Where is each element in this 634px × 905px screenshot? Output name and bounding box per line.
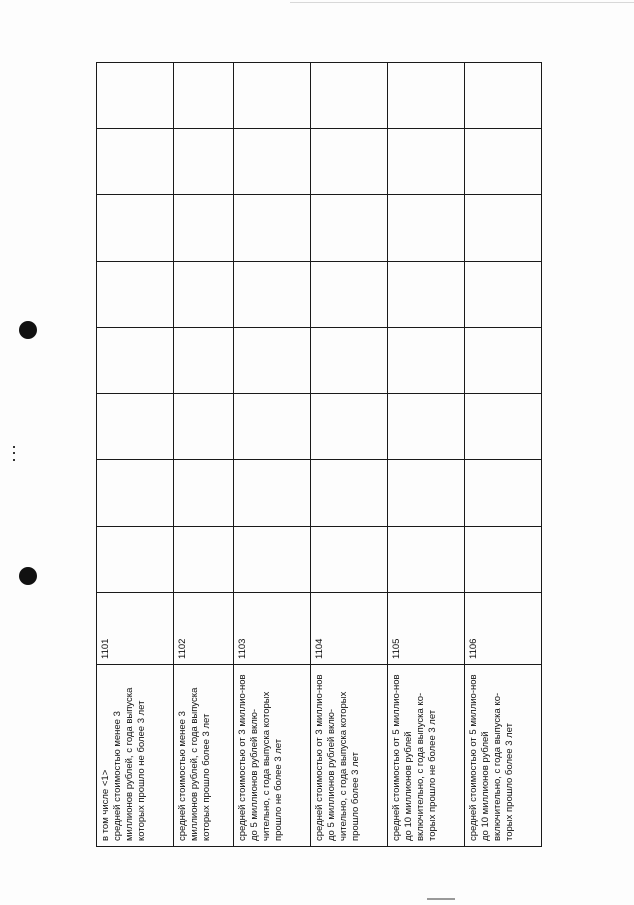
empty-cell [388, 328, 465, 394]
row-code: 1101 [97, 593, 174, 665]
row-code: 1103 [234, 593, 311, 665]
row-code: 1102 [173, 593, 233, 665]
empty-cell [311, 394, 388, 460]
empty-cell [465, 460, 542, 526]
empty-cell [173, 195, 233, 261]
empty-cell [388, 195, 465, 261]
empty-cell [465, 129, 542, 195]
empty-cell [97, 195, 174, 261]
empty-cell [234, 261, 311, 327]
empty-cell [234, 129, 311, 195]
empty-cell [234, 63, 311, 129]
empty-cell [388, 129, 465, 195]
empty-cell [388, 261, 465, 327]
empty-cell [311, 460, 388, 526]
empty-cell [234, 526, 311, 592]
empty-cell [97, 63, 174, 129]
empty-cell [311, 526, 388, 592]
scan-speck [13, 459, 15, 461]
empty-cell [388, 460, 465, 526]
empty-cell [173, 129, 233, 195]
empty-cell [97, 526, 174, 592]
row-label: средней стоимостью от 3 миллио-нов до 5 миллионов рублей вклю-чительно, с года выпуска которых прошло не более 3 лет [234, 665, 311, 847]
table-row [388, 63, 465, 847]
table-row [234, 63, 311, 847]
empty-cell [311, 195, 388, 261]
table-row [97, 63, 174, 847]
empty-cell [311, 63, 388, 129]
row-label: средней стоимостью менее 3 миллионов рублей, с года выпуска которых прошло более 3 лет [173, 665, 233, 847]
empty-cell [465, 394, 542, 460]
table-row [465, 63, 542, 847]
table-row [311, 63, 388, 847]
empty-cell [173, 328, 233, 394]
empty-cell [97, 129, 174, 195]
scan-speck [13, 452, 15, 454]
empty-cell [234, 328, 311, 394]
empty-cell [173, 63, 233, 129]
row-label: в том числе <1> средней стоимостью менее 3 миллионов рублей, с года выпуска которых прошло не более 3 лет [97, 665, 174, 847]
empty-cell [465, 195, 542, 261]
scan-artifact [427, 898, 455, 900]
empty-cell [97, 394, 174, 460]
empty-cell [97, 328, 174, 394]
empty-cell [97, 460, 174, 526]
rotated-table-frame [96, 62, 542, 847]
empty-cell [234, 460, 311, 526]
empty-cell [388, 63, 465, 129]
table-rotor [96, 62, 542, 847]
empty-cell [234, 394, 311, 460]
empty-cell [234, 195, 311, 261]
empty-cell [173, 394, 233, 460]
empty-cell [97, 261, 174, 327]
empty-cell [465, 63, 542, 129]
row-code: 1104 [311, 593, 388, 665]
tax-table [96, 62, 542, 847]
punch-hole [19, 567, 37, 585]
empty-cell [311, 129, 388, 195]
empty-cell [465, 328, 542, 394]
row-code: 1106 [465, 593, 542, 665]
empty-cell [311, 328, 388, 394]
row-label: средней стоимостью от 5 миллио-нов до 10 миллионов рублей включительно, с года выпуска ко-торых прошло не более 3 лет [388, 665, 465, 847]
scan-edge-line [290, 2, 634, 3]
punch-hole [19, 321, 37, 339]
empty-cell [173, 460, 233, 526]
empty-cell [173, 526, 233, 592]
empty-cell [388, 394, 465, 460]
empty-cell [311, 261, 388, 327]
empty-cell [465, 526, 542, 592]
row-code: 1105 [388, 593, 465, 665]
row-label: средней стоимостью от 3 миллио-нов до 5 миллионов рублей вклю-чительно, с года выпуска которых прошло более 3 лет [311, 665, 388, 847]
empty-cell [173, 261, 233, 327]
empty-cell [465, 261, 542, 327]
empty-cell [388, 526, 465, 592]
table-row [173, 63, 233, 847]
row-label: средней стоимостью от 5 миллио-нов до 10 миллионов рублей включительно, с года выпуска ко-торых прошло более 3 лет [465, 665, 542, 847]
scan-speck [13, 446, 15, 448]
